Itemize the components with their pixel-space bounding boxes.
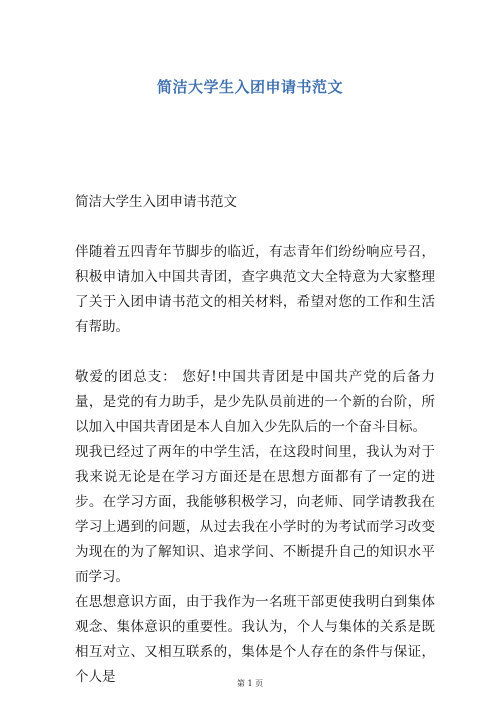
paragraph-spacer: [75, 340, 435, 365]
page-title: 简洁大学生入团申请书范文: [156, 78, 343, 96]
intro-paragraph: 伴随着五四青年节脚步的临近，有志青年们纷纷响应号召，积极申请加入中国共青团，查字典范文大全特意为大家整理了关于入团申请书范文的相关材料，希望对您的工作和生活有帮助。: [75, 244, 435, 335]
thought-paragraph: 在思想意识方面，由于我作为一名班干部更使我明白到集体观念、集体意识的重要性。我认为，个人与集体的关系是既相互对立、又相互联系的，集体是个人存在的条件与保证，个人是: [75, 594, 435, 685]
document-body: [75, 190, 435, 690]
subtitle-paragraph: 简洁大学生入团申请书范文: [75, 194, 237, 210]
paragraph-spacer: [75, 215, 435, 240]
study-paragraph: 现我已经过了两年的中学生活，在这段时间里，我认为对于我来说无论是在学习方面还是在思想方面都有了一定的进步。在学习方面，我能够积极学习，向老师、同学请教我在学习上遇到的问题，从过去我在小学时的为考试而学习改变为现在的为了解知识、追求学问、不断提升自己的知识水平而学习。: [75, 444, 435, 585]
greeting-paragraph: 敬爱的团总支： 您好!中国共青团是中国共产党的后备力量，是党的有力助手，是少先队员前进的一个新的台阶，所以加入中国共青团是本人自加入少先队后的一个奋斗目标。: [75, 369, 435, 435]
page-number: 第 1 页: [236, 679, 264, 688]
